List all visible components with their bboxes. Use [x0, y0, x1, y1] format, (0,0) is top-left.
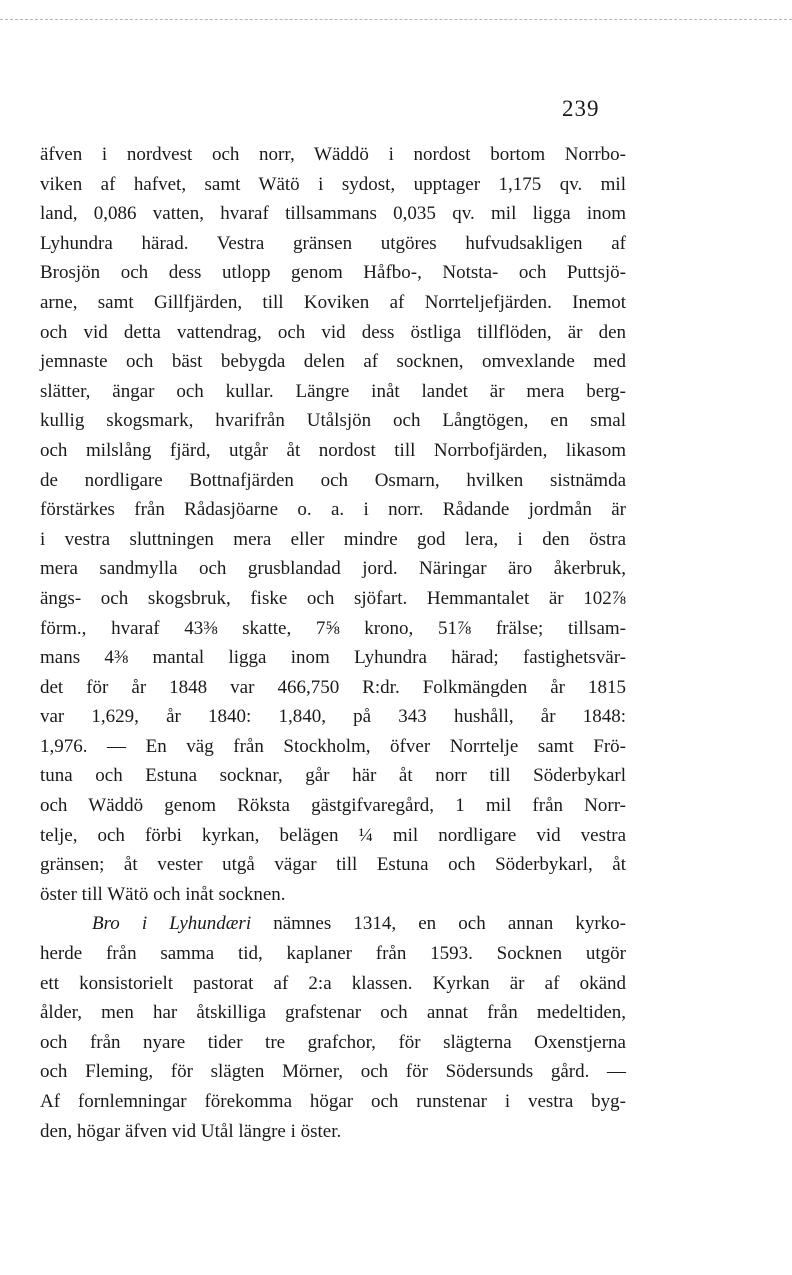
page-number: 239: [562, 96, 600, 121]
text-line: i vestra sluttningen mera eller mindre god lera, i den östra: [40, 528, 626, 550]
text-line: Lyhundra härad. Vestra gränsen utgöres hufvudsakligen af: [40, 232, 626, 254]
text-line: och vid detta vattendrag, och vid dess östliga tillflöden, är den: [40, 321, 626, 343]
text-line: mans 4⅜ mantal ligga inom Lyhundra härad; fastighetsvär-: [40, 647, 626, 669]
text-line: kullig skogsmark, hvarifrån Utålsjön och Långtögen, en smal: [40, 410, 626, 432]
text-line: det för år 1848 var 466,750 R:dr. Folkmängden år 1815: [40, 676, 626, 698]
text-line: ålder, men har åtskilliga grafstenar och annat från medeltiden,: [40, 1002, 626, 1024]
text-line: och Fleming, för slägten Mörner, och för Södersunds gård. —: [40, 1061, 626, 1083]
paragraph: [40, 140, 626, 909]
text-line: viken af hafvet, samt Wätö i sydost, upptager 1,175 qv. mil: [40, 173, 626, 195]
italic-lead: Bro i Lyhundæri: [92, 913, 252, 935]
text-line: telje, och förbi kyrkan, belägen ¼ mil nordligare vid vestra: [40, 824, 626, 846]
text-line: herde från samma tid, kaplaner från 1593. Socknen utgör: [40, 943, 626, 965]
top-edge-rule: [0, 19, 792, 20]
text-line: den, högar äfven vid Utål längre i öster.: [40, 1120, 342, 1142]
text-line: öster till Wätö och inåt socknen.: [40, 883, 286, 905]
line-text: nämnes 1314, en och annan kyrko-: [273, 913, 626, 935]
text-line: Brosjön och dess utlopp genom Håfbo-, Notsta- och Puttsjö-: [40, 262, 626, 284]
text-line: 1,976. — En väg från Stockholm, öfver Norrtelje samt Frö-: [40, 735, 626, 757]
text-line: slätter, ängar och kullar. Längre inåt landet är mera berg-: [40, 380, 626, 402]
paragraph: [40, 909, 626, 1146]
text-line: och från nyare tider tre grafchor, för slägterna Oxenstjerna: [40, 1031, 626, 1053]
body-text: [40, 140, 626, 1146]
text-line: de nordligare Bottnafjärden och Osmarn, hvilken sistnämda: [40, 469, 626, 491]
text-line: och Wäddö genom Röksta gästgifvaregård, 1 mil från Norr-: [40, 795, 626, 817]
text-line: arne, samt Gillfjärden, till Koviken af Norrteljefjärden. Inemot: [40, 291, 626, 313]
text-line: förstärkes från Rådasjöarne o. a. i norr. Rådande jordmån är: [40, 499, 626, 521]
text-line: var 1,629, år 1840: 1,840, på 343 hushåll, år 1848:: [40, 706, 626, 728]
text-line: ett konsistorielt pastorat af 2:a klassen. Kyrkan är af okänd: [40, 972, 626, 994]
text-line: tuna och Estuna socknar, går här åt norr till Söderbykarl: [40, 765, 626, 787]
text-line: land, 0,086 vatten, hvaraf tillsammans 0,035 qv. mil ligga inom: [40, 203, 626, 225]
text-line: mera sandmylla och grusblandad jord. Näringar äro åkerbruk,: [40, 558, 626, 580]
text-line: [40, 909, 626, 939]
text-line: förm., hvaraf 43⅜ skatte, 7⅝ krono, 51⅞ frälse; tillsam-: [40, 617, 626, 639]
text-line: jemnaste och bäst bebygda delen af socknen, omvexlande med: [40, 351, 626, 373]
text-line: äfven i nordvest och norr, Wäddö i nordost bortom Norrbo-: [40, 144, 626, 165]
text-line: gränsen; åt vester utgå vägar till Estuna och Söderbykarl, åt: [40, 854, 626, 876]
text-line: och milslång fjärd, utgår åt nordost till Norrbofjärden, likasom: [40, 439, 626, 461]
text-line: ängs- och skogsbruk, fiske och sjöfart. Hemmantalet är 102⅞: [40, 587, 626, 609]
text-line: Af fornlemningar förekomma högar och runstenar i vestra byg-: [40, 1091, 626, 1112]
